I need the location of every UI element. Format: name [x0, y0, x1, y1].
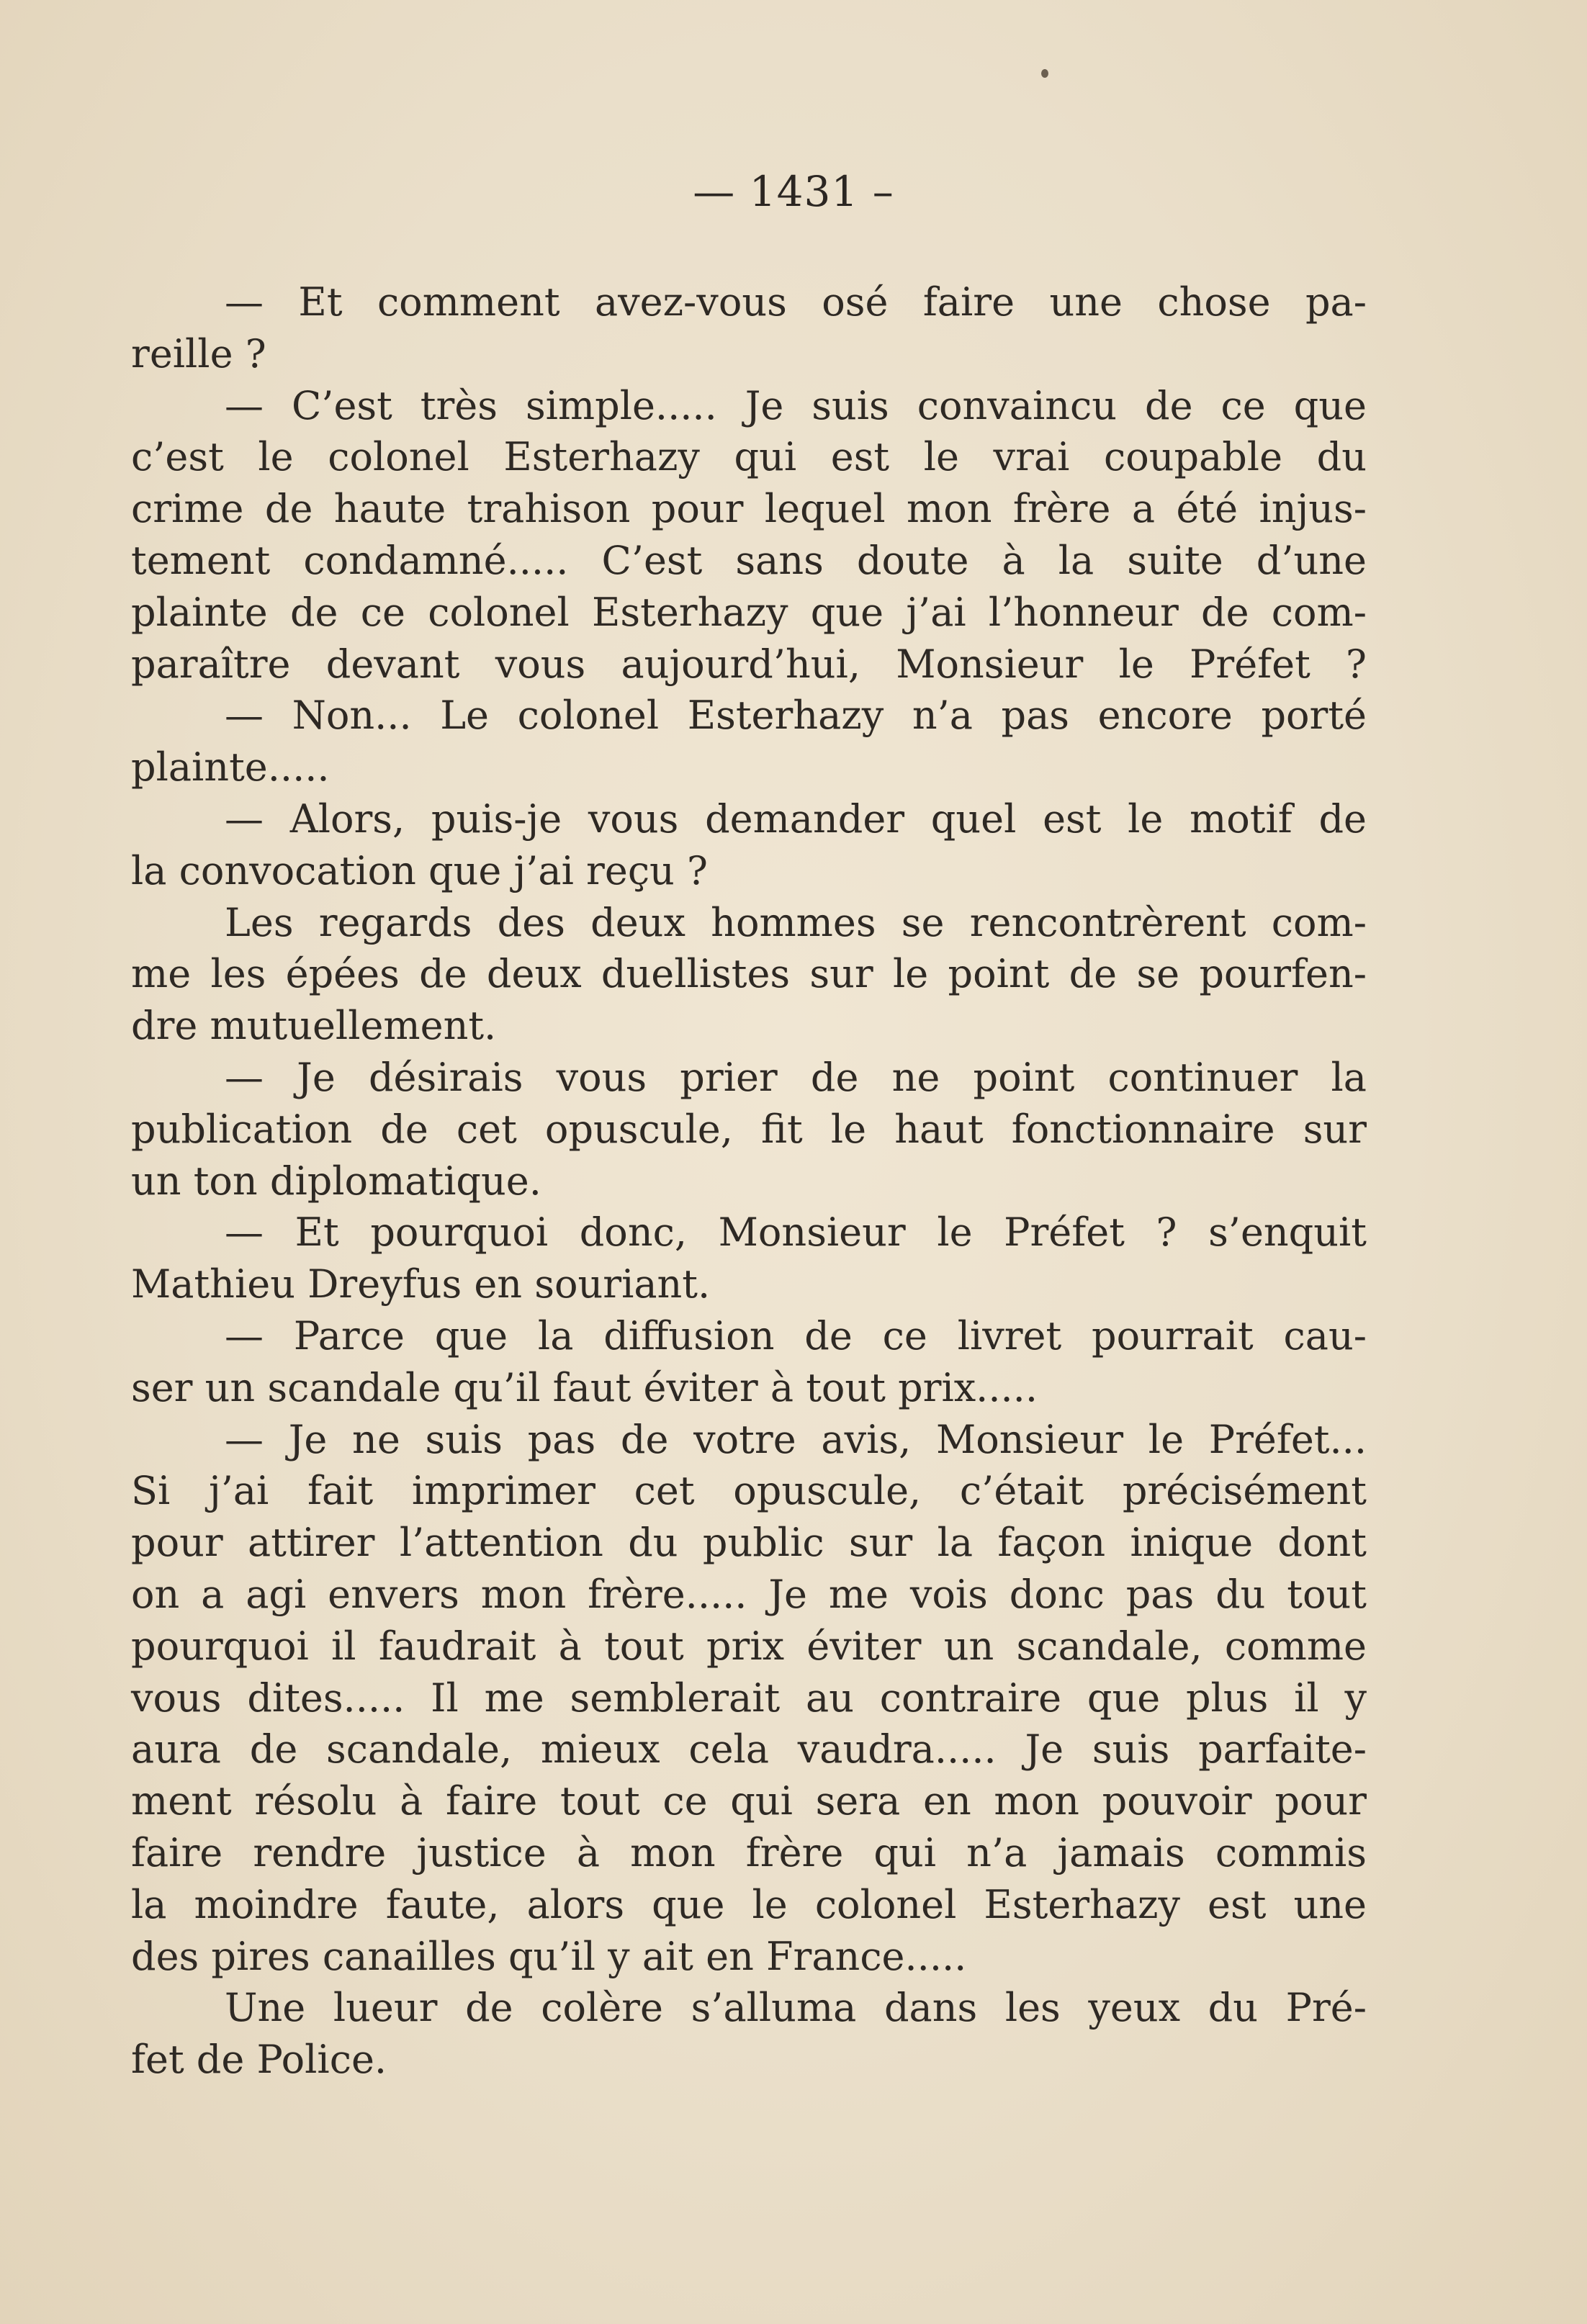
text-line: vous dites..... Il me semblerait au contraire que plus il y — [131, 1675, 1367, 1721]
text-line: — Non... Le colonel Esterhazy n’a pas encore porté — [225, 693, 1367, 739]
text-line: crime de haute trahison pour lequel mon frère a été injus- — [131, 486, 1367, 532]
text-line: plainte de ce colonel Esterhazy que j’ai l’honneur de com- — [131, 589, 1367, 635]
text-line: Une lueur de colère s’alluma dans les yeux du Pré- — [225, 1985, 1367, 2031]
text-line: — C’est très simple..... Je suis convaincu de ce que — [225, 382, 1367, 428]
text-line: tement condamné..... C’est sans doute à la suite d’une — [131, 537, 1367, 583]
text-line: la moindre faute, alors que le colonel Esterhazy est une — [131, 1881, 1367, 1927]
text-line: — Je désirais vous prier de ne point continuer la — [225, 1054, 1367, 1100]
text-line: — Je ne suis pas de votre avis, Monsieur le Préfet... — [225, 1416, 1367, 1462]
text-line: publication de cet opuscule, fit le haut fonctionnaire sur — [131, 1106, 1367, 1152]
text-line: pour attirer l’attention du public sur la façon inique dont — [131, 1520, 1367, 1566]
text-line: Les regards des deux hommes se rencontrèrent com- — [225, 899, 1367, 945]
text-line: on a agi envers mon frère..... Je me vois donc pas du tout — [131, 1571, 1367, 1617]
text-line: aura de scandale, mieux cela vaudra..... Je suis parfaite- — [131, 1726, 1367, 1773]
body-text — [131, 276, 1367, 2086]
text-line: c’est le colonel Esterhazy qui est le vrai coupable du — [131, 434, 1367, 480]
ink-speck — [1041, 69, 1048, 78]
text-line: ment résolu à faire tout ce qui sera en mon pouvoir pour — [131, 1778, 1367, 1824]
text-line: reille ? — [131, 330, 266, 377]
text-line: — Et pourquoi donc, Monsieur le Préfet ? s’enquit — [225, 1210, 1367, 1256]
text-line: plainte..... — [131, 744, 330, 791]
text-line: Si j’ai fait imprimer cet opuscule, c’était précisément — [131, 1468, 1367, 1514]
text-line: me les épées de deux duellistes sur le point de se pourfen- — [131, 951, 1367, 997]
text-line: des pires canailles qu’il y ait en France..... — [131, 1933, 967, 1979]
text-line: — Alors, puis-je vous demander quel est le motif de — [225, 796, 1367, 842]
text-line: — Et comment avez-vous osé faire une chose pa- — [225, 279, 1367, 325]
text-line: dre mutuellement. — [131, 1003, 497, 1049]
text-line: fet de Police. — [131, 2037, 387, 2083]
text-line: — Parce que la diffusion de ce livret pourrait cau- — [225, 1312, 1367, 1359]
page-number: — 1431 – — [693, 167, 894, 216]
text-line: ser un scandale qu’il faut éviter à tout prix..... — [131, 1364, 1038, 1410]
text-line: paraître devant vous aujourd’hui, Monsieur le Préfet ? — [131, 641, 1367, 687]
text-line: Mathieu Dreyfus en souriant. — [131, 1261, 711, 1307]
text-line: pourquoi il faudrait à tout prix éviter un scandale, comme — [131, 1623, 1367, 1669]
text-line: un ton diplomatique. — [131, 1158, 541, 1204]
text-line: la convocation que j’ai reçu ? — [131, 847, 708, 893]
text-line: faire rendre justice à mon frère qui n’a jamais commis — [131, 1829, 1367, 1875]
